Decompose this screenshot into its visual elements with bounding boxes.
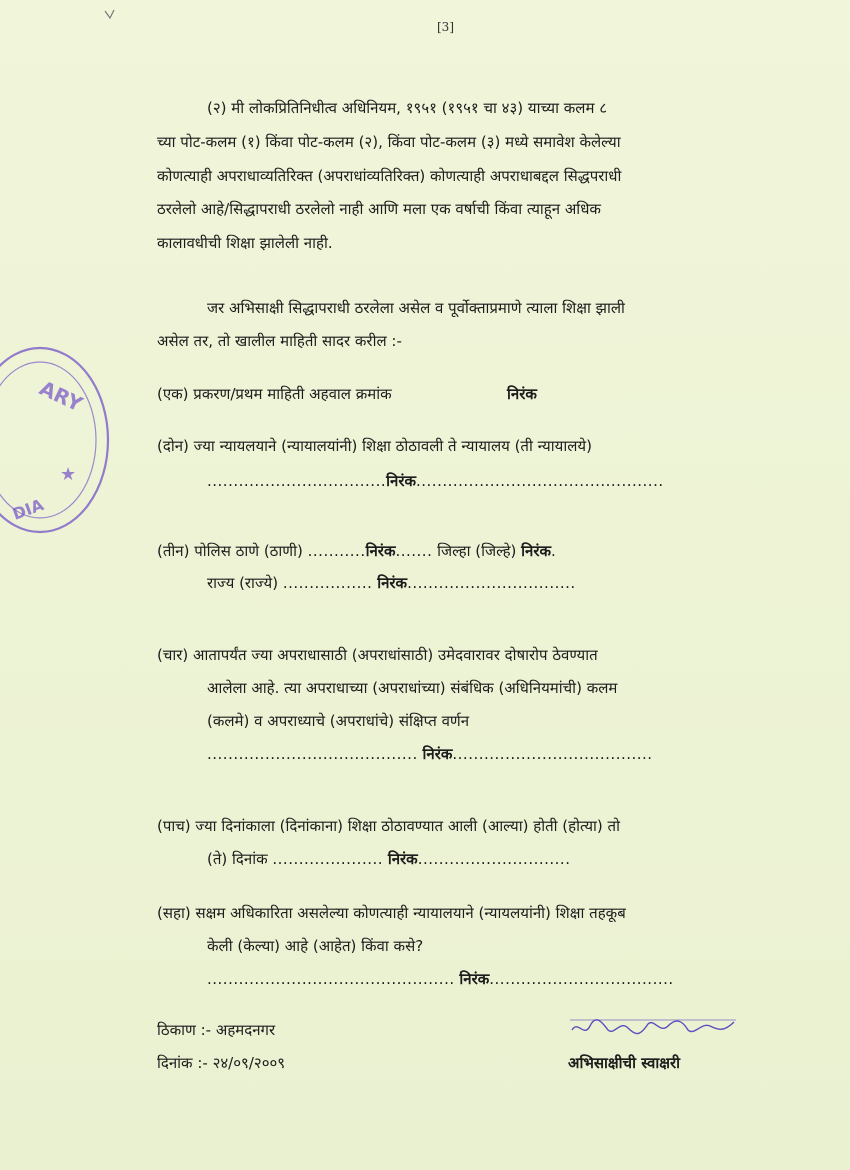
svg-text:ARY: ARY — [35, 375, 87, 417]
item6-dots-before: ............................................... — [207, 970, 455, 988]
item4-value: निरंक — [422, 745, 453, 763]
item6-fill-line — [207, 969, 674, 989]
item6-line-1: (सहा) सक्षम अधिकारिता असलेल्या कोणत्याही न्यायालयाने (न्यायलयांनी) शिक्षा तहकूब — [157, 904, 626, 922]
item3-line-2 — [207, 573, 576, 593]
item3-line-1 — [157, 541, 556, 561]
date-label: दिनांक :- २४/०९/२००९ — [157, 1054, 286, 1072]
item3-district-label: जिल्हा (जिल्हे) — [437, 542, 517, 560]
svg-text:★: ★ — [60, 464, 77, 485]
item4-fill-line — [207, 744, 653, 764]
item5-line-1: (पाच) ज्या दिनांकाला (दिनांकाना) शिक्षा ठोठावण्यात आली (आल्या) होती (होत्या) तो — [157, 817, 620, 835]
handwritten-signature — [568, 1012, 738, 1042]
item2-dots-after: ............................................... — [416, 472, 664, 490]
item3-dots-3: ................. — [282, 574, 373, 592]
place-label: ठिकाण :- अहमदनगर — [157, 1021, 276, 1039]
para1-line-5: कालावधीची शिक्षा झालेली नाही. — [157, 234, 333, 252]
item3-dots-4: ................................ — [407, 574, 576, 592]
item2-dots-before: .................................. — [207, 472, 387, 490]
para1-line-1: (२) मी लोकप्रितिनिधीत्व अधिनियम, १९५१ (१९५१ चा ४३) याच्या कलम ८ — [207, 99, 608, 117]
item4-line-1: (चार) आतापर्यंत ज्या अपराधासाठी (अपराधांसाठी) उमेदवारावर दोषारोप ठेवण्यात — [157, 646, 598, 664]
item3-dots-1: ........... — [307, 542, 366, 560]
para2-line-1: जर अभिसाक्षी सिद्धापराधी ठरलेला असेल व पूर्वोक्ताप्रमाणे त्याला शिक्षा झाली — [207, 299, 625, 317]
item6-line-2: केली (केल्या) आहे (आहेत) किंवा कसे? — [207, 937, 424, 955]
item5-date-label: (ते) दिनांक — [207, 850, 268, 868]
item4-dots-after: ...................................... — [452, 745, 653, 763]
item2-value: निरंक — [386, 472, 416, 490]
item3-dots-2: ....... — [395, 542, 433, 560]
item4-line-3: (कलमे) व अपराध्याचे (अपराधांचे) संक्षिप्त वर्णन — [207, 712, 470, 730]
item5-dots-after: ............................. — [417, 850, 571, 868]
item5-line-2 — [207, 849, 570, 869]
svg-text:DIA: DIA — [9, 495, 47, 524]
item6-value: निरंक — [459, 970, 490, 988]
item3-label: (तीन) पोलिस ठाणे (ठाणी) — [157, 542, 303, 560]
item4-line-2: आलेला आहे. त्या अपराधाच्या (अपराधांच्या) संबंधिक (अधिनियमांची) कलम — [207, 679, 618, 697]
item2-label: (दोन) ज्या न्यायलयाने (न्यायालयांनी) शिक्षा ठोठावली ते न्यायालय (ती न्यायालये) — [157, 437, 592, 455]
item3-end: . — [551, 542, 556, 560]
item2-fill-line — [207, 471, 664, 491]
para1-line-4: ठरलेलो आहे/सिद्धापराधी ठरलेलो नाही आणि मला एक वर्षाची किंवा त्याहून अधिक — [157, 200, 601, 218]
item3-value-2: निरंक — [521, 542, 552, 560]
item3-value-3: निरंक — [377, 574, 408, 592]
para1-line-2: च्या पोट-कलम (१) किंवा पोट-कलम (२), किंवा पोट-कलम (३) मध्ये समावेश केलेल्या — [157, 133, 621, 151]
para2-line-2: असेल तर, तो खालील माहिती सादर करील :- — [157, 332, 402, 350]
item1-label: (एक) प्रकरण/प्रथम माहिती अहवाल क्रमांक — [157, 385, 392, 403]
item5-value: निरंक — [387, 850, 418, 868]
signature-caption: अभिसाक्षीची स्वाक्षरी — [568, 1054, 681, 1072]
official-seal-stamp — [0, 345, 110, 545]
corner-mark-icon — [103, 8, 117, 22]
item5-dots-before: ..................... — [272, 850, 384, 868]
para1-line-3: कोणत्याही अपराधाव्यतिरिक्त (अपराधांव्यतिरिक्त) कोणत्याही अपराधाबद्दल सिद्धपराधी — [157, 167, 622, 185]
page-number: [3] — [437, 20, 454, 34]
item4-dots-before: ........................................ — [207, 745, 418, 763]
item1-value: निरंक — [507, 385, 537, 403]
item3-value-1: निरंक — [365, 542, 396, 560]
item6-dots-after: ................................... — [489, 970, 674, 988]
item3-state-label: राज्य (राज्ये) — [207, 574, 279, 592]
